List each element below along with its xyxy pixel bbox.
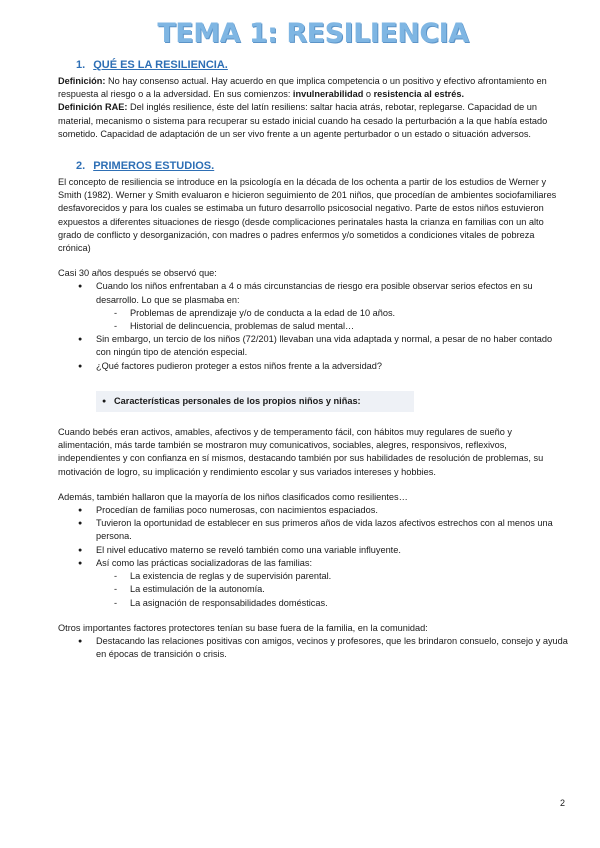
section-heading-2: [76, 159, 568, 173]
community-intro: Otros importantes factores protectores tenían su base fuera de la familia, en la comunidad:: [58, 622, 428, 633]
list-item: - La existencia de reglas y de supervisión parental.: [58, 570, 568, 583]
page-title: TEMA 1: RESILIENCIA: [157, 18, 469, 49]
list-item: ● Sin embargo, un tercio de los niños (72/201) llevaban una vida adaptada y normal, a pesar de no haber contado con ningún tipo de atención especial.: [58, 333, 568, 359]
sub-list: [58, 307, 568, 333]
list-item: ● ¿Qué factores pudieron proteger a estos niños frente a la adversidad?: [58, 360, 568, 373]
findings-list: [58, 280, 568, 372]
resilient-intro: Además, también hallaron que la mayoría de los niños clasificados como resilientes…: [58, 491, 408, 502]
bold-term: invulnerabilidad: [292, 89, 364, 100]
list-item: - Historial de delincuencia, problemas de salud mental…: [58, 320, 568, 333]
definition-paragraph: [58, 75, 568, 101]
connector-text: o: [363, 89, 374, 100]
list-item: ● Procedían de familias poco numerosas, con nacimientos espaciados.: [58, 504, 568, 517]
section-heading-1: [76, 58, 568, 72]
section-number: 2.: [76, 160, 86, 173]
bold-term: resistencia al estrés.: [373, 89, 464, 100]
page-number: 2: [560, 798, 566, 808]
subheading-text: Características personales de los propios niños y niñas:: [114, 395, 361, 406]
studies-paragraph: El concepto de resiliencia se introduce en la psicología en la década de los ochenta a partir de los estudios de Werner y Smith (1982). Werner y Smith evaluaron e hicieron seguimiento de 201 niños, que procedían de ambientes sociofamiliares desfavorecidos y para los cuales se estimaba un futuro desarrollo psicosocial negativo. Parte de estos niños estuvieron expuestos a diferentes situaciones de riesgo (desde complicaciones perinatales hasta la crianza en familias con un alto grado de conflicto y desorganización, con madres o padres enfermos y/o sometidos a condiciones vitales de pobreza crónica): [58, 177, 557, 254]
findings-intro: Casi 30 años después se observó que:: [58, 268, 217, 279]
list-item-text: Así como las prácticas socializadoras de las familias:: [96, 557, 312, 568]
rae-definition-paragraph: [58, 101, 568, 141]
section-number: 1.: [76, 59, 86, 71]
subheading-box: [96, 391, 414, 412]
sub-list: [58, 570, 568, 610]
definition-label: Definición:: [58, 76, 106, 86]
list-item: ● El nivel educativo materno se reveló también como una variable influyente.: [58, 544, 568, 557]
list-item: ● Destacando las relaciones positivas con amigos, vecinos y profesores, que les brindaron consuelo, consejo y ayuda en épocas de transición o crisis.: [58, 635, 568, 661]
list-item: - La estimulación de la autonomía.: [58, 583, 568, 596]
definition-text: No hay consenso actual. Hay acuerdo en que implica competencia o un positivo y efectivo afrontamiento en respuesta al riesgo o a la adversidad. En sus comienzos:: [58, 76, 547, 100]
rae-label: Definición RAE:: [58, 102, 128, 113]
family-factors-list: [58, 504, 568, 610]
section-title: QUÉ ES LA RESILIENCIA.: [93, 59, 228, 71]
rae-text: Del inglés resilience, éste del latín resiliens: saltar hacia atrás, rebotar, replegarse. Capacidad de un material, mecanismo o sistema para recuperar su estado inicial cuando ha cesado la perturbación a la que había estado sometido. Capacidad de adaptación de un ser vivo frente a un agente perturbador o un estado o situación adversos.: [58, 102, 548, 139]
characteristics-paragraph: Cuando bebés eran activos, amables, afectivos y de temperamento fácil, con hábitos muy regulares de sueño y alimentación, más tarde también se mostraron muy comunicativos, sociables, alegres, responsivos, reflexivos, independientes y con confianza en sí mismos, destacando también por sus habilidades de resolución de problemas, su motivación de logro, su implicación y rendimiento escolar y sus variados intereses y hobbies.: [58, 427, 544, 477]
list-item: ● Tuvieron la oportunidad de establecer en sus primeros años de vida lazos afectivos estrechos con al menos una persona.: [58, 517, 568, 543]
list-item: - Problemas de aprendizaje y/o de conducta a la edad de 10 años.: [58, 307, 568, 320]
list-item: - La asignación de responsabilidades domésticas.: [58, 597, 568, 610]
list-item: [58, 557, 568, 610]
community-factors-list: [58, 635, 568, 661]
list-item-text: Cuando los niños enfrentaban a 4 o más circunstancias de riesgo era posible observar serios efectos en su desarrollo. Lo que se plasmaba en:: [96, 281, 533, 305]
list-item: [58, 280, 568, 333]
document-page: [58, 18, 568, 661]
section-title: PRIMEROS ESTUDIOS.: [93, 160, 215, 173]
